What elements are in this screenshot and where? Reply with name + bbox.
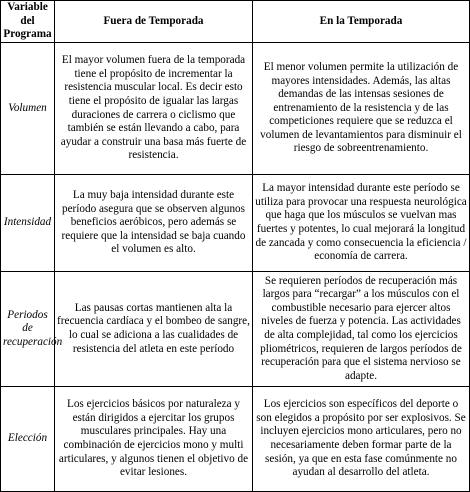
header-off-season: Fuera de Temporada — [55, 1, 253, 43]
table-row-intensidad — [1, 175, 470, 272]
header-row — [1, 1, 470, 43]
row-label-eleccion: Elección — [1, 387, 55, 492]
cell-volumen-off-season: El mayor volumen fuera de la temporada tiene el propósito de incrementar la resistencia muscular local. Es decir esto tiene el propósito de igualar las largas duraciones de carrera o ciclismo que también se están llevando a cabo, para ayudar a construir una basa más fuerte de resistencia. — [55, 43, 253, 175]
table-row-periodos — [1, 272, 470, 387]
cell-intensidad-in-season: La mayor intensidad durante este período se utiliza para provocar una respuesta neurológica que haga que los músculos se vuelvan mas fuertes y potentes, lo cual mejorará la longitud de zancada y como consecuencia la eficiencia / economía de carrera. — [253, 175, 470, 272]
row-label-intensidad: Intensidad — [1, 175, 55, 272]
cell-eleccion-in-season: Los ejercicios son específicos del deporte o son elegidos a propósito por ser explosivos. Se incluyen ejercicios mono articulares, pero no necesariamente deben formar parte de la sesión, ya que en esta fase comúnmente no ayudan al desarrollo del atleta. — [253, 387, 470, 492]
header-in-season: En la Temporada — [253, 1, 470, 43]
cell-periodos-in-season: Se requieren períodos de recuperación más largos para “recargar” a los músculos con el combustible necesario para ejercer altos niveles de fuerza y potencia. Las actividades de alta complejidad, tal como los ejercicios pliométricos, requieren de largos períodos de recuperación para que el sistema nervioso se adapte. — [253, 272, 470, 387]
cell-periodos-off-season: Las pausas cortas mantienen alta la frecuencia cardíaca y el bombeo de sangre, lo cual se adiciona a las cualidades de resistencia del atleta en este período — [55, 272, 253, 387]
cell-intensidad-off-season: La muy baja intensidad durante este período asegura que se observen algunos beneficios aeróbicos, pero además se requiere que la intensidad se baja cuando el volumen es alto. — [55, 175, 253, 272]
cell-eleccion-off-season: Los ejercicios básicos por naturaleza y están dirigidos a ejercitar los grupos musculares principales. Hay una combinación de ejercicios mono y multi articulares, y algunos tienen el objetivo de evitar lesiones. — [55, 387, 253, 492]
table-row-eleccion — [1, 387, 470, 492]
row-label-volumen: Volumen — [1, 43, 55, 175]
row-label-periodos: Periodos de recuperación — [1, 272, 55, 387]
cell-volumen-in-season: El menor volumen permite la utilización de mayores intensidades. Además, las altas demandas de las intensas sesiones de entrenamiento de la resistencia y de las competiciones requiere que se reduzca el volumen de levantamientos para disminuir el riesgo de sobreentrenamiento. — [253, 43, 470, 175]
header-variable: Variable del Programa — [1, 1, 55, 43]
table-row-volumen — [1, 43, 470, 175]
